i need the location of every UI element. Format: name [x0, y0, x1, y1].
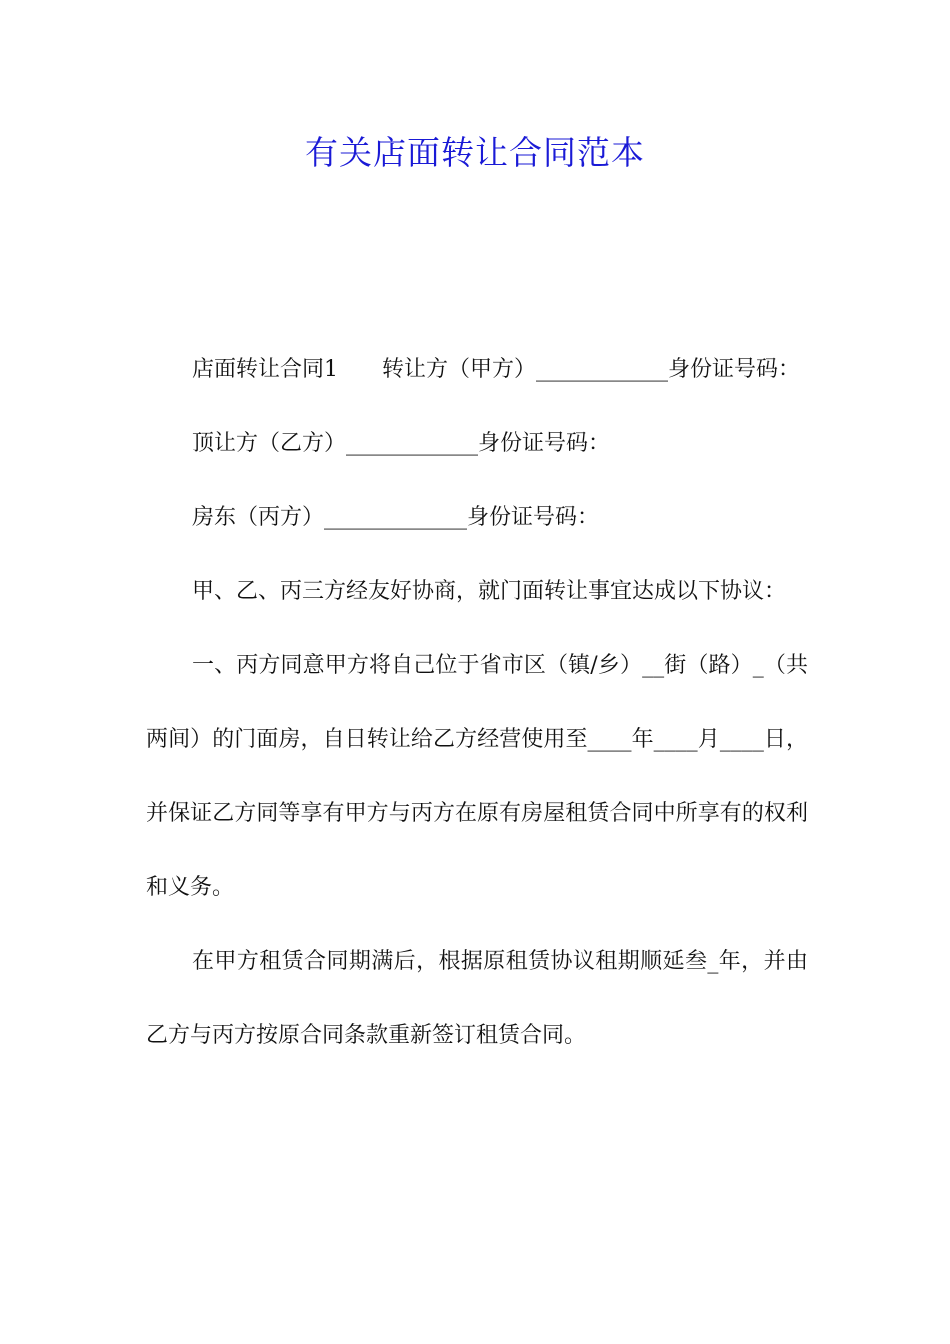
document-title: 有关店面转让合同范本: [305, 133, 645, 172]
paragraph-parties-transferor: 店面转让合同1 转让方（甲方）____________身份证号码：: [192, 357, 800, 382]
document-body: [146, 333, 808, 1073]
paragraph-clause-one: 一、丙方同意甲方将自己位于省市区（镇/乡）__街（路）_（共两间）的门面房，自日转让给乙方经营使用至____年____月____日，并保证乙方同等享有甲方与丙方在原有房屋租赁合同中所享有的权利和义务。: [146, 653, 808, 900]
paragraph-parties-landlord: 房东（丙方）_____________身份证号码：: [192, 505, 600, 530]
paragraph-parties-transferee: 顶让方（乙方）____________身份证号码：: [192, 431, 611, 456]
paragraph-agreement-intro: 甲、乙、丙三方经友好协商，就门面转让事宜达成以下协议：: [192, 579, 787, 604]
paragraph-lease-extension: 在甲方租赁合同期满后，根据原租赁协议租期顺延叁_年，并由乙方与丙方按原合同条款重新签订租赁合同。: [146, 949, 808, 1048]
